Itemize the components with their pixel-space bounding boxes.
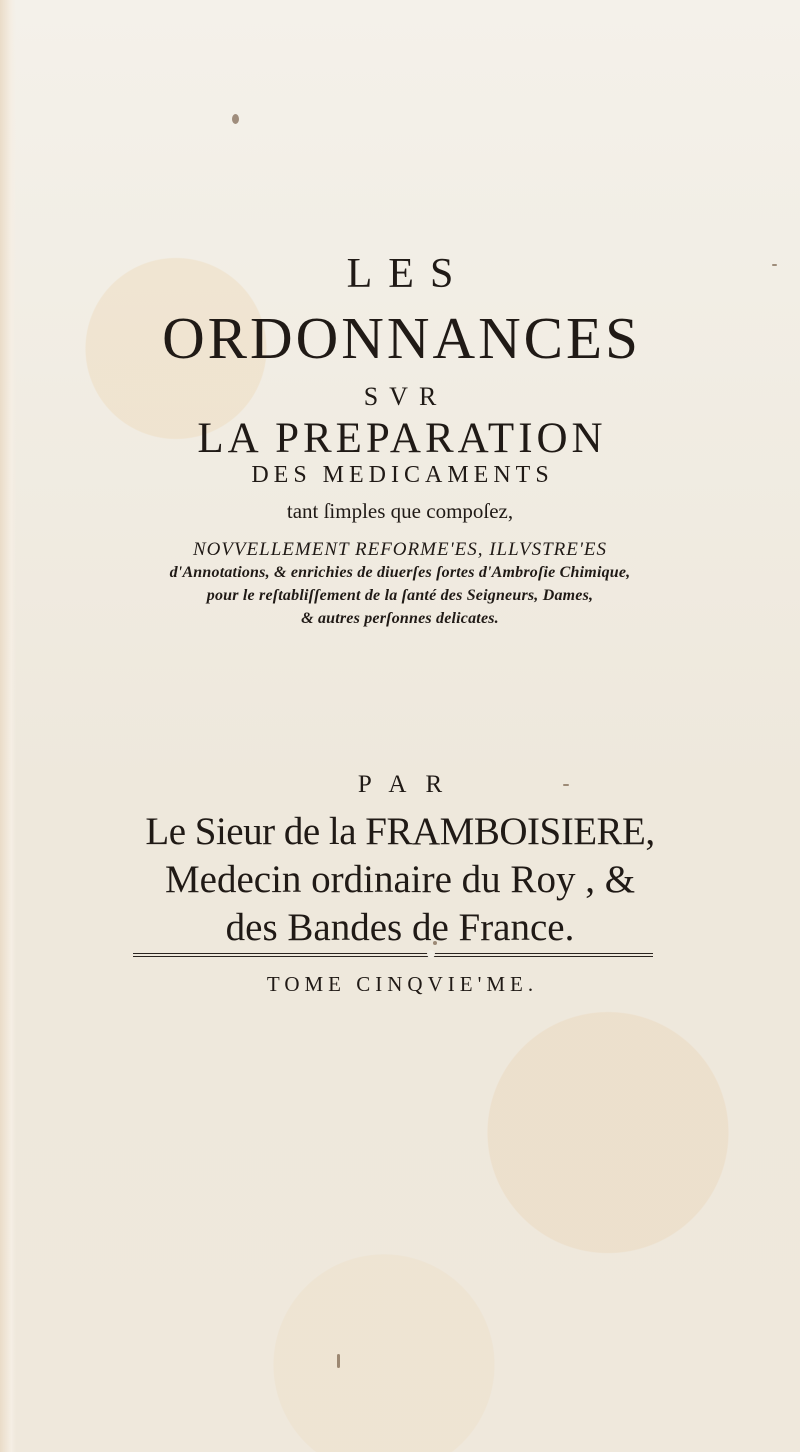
description-line-3: pour le reſtabliſſement de la ſanté des Seigneurs, Dames, (206, 587, 594, 604)
ink-speck (232, 114, 239, 124)
title-simples-line: tant ſimples que compoſez, (286, 499, 514, 523)
author-block (0, 808, 800, 952)
author-by: PAR (357, 771, 462, 798)
page-edge (0, 0, 16, 1452)
description-line-1: NOVVELLEMENT REFORME'ES, ILLVSTRE'ES (192, 539, 608, 560)
title-medicaments: DES MEDICAMENTS (251, 462, 554, 488)
author-name: Le Sieur de la FRAMBOISIERE, (145, 810, 655, 853)
description-block (0, 538, 800, 630)
volume-label: TOME CINQVIE'ME. (266, 972, 539, 996)
title-svr: SVR (363, 382, 448, 411)
author-role-line-1: Medecin ordinaire du Roy , & (164, 858, 636, 901)
ink-speck (337, 1354, 340, 1368)
author-role-line-2: des Bandes de France. (225, 906, 575, 949)
title-preparation: LA PREPARATION (197, 415, 607, 462)
title-les: LES (346, 251, 470, 297)
rule-ornament-gap (427, 950, 435, 958)
double-rule (133, 953, 653, 954)
description-line-4: & autres perſonnes delicates. (301, 610, 499, 627)
title-ordonnances: ORDONNANCES (162, 305, 641, 371)
description-line-2: d'Annotations, & enrichies de diuerſes ſortes d'Ambroſie Chimique, (169, 564, 631, 581)
